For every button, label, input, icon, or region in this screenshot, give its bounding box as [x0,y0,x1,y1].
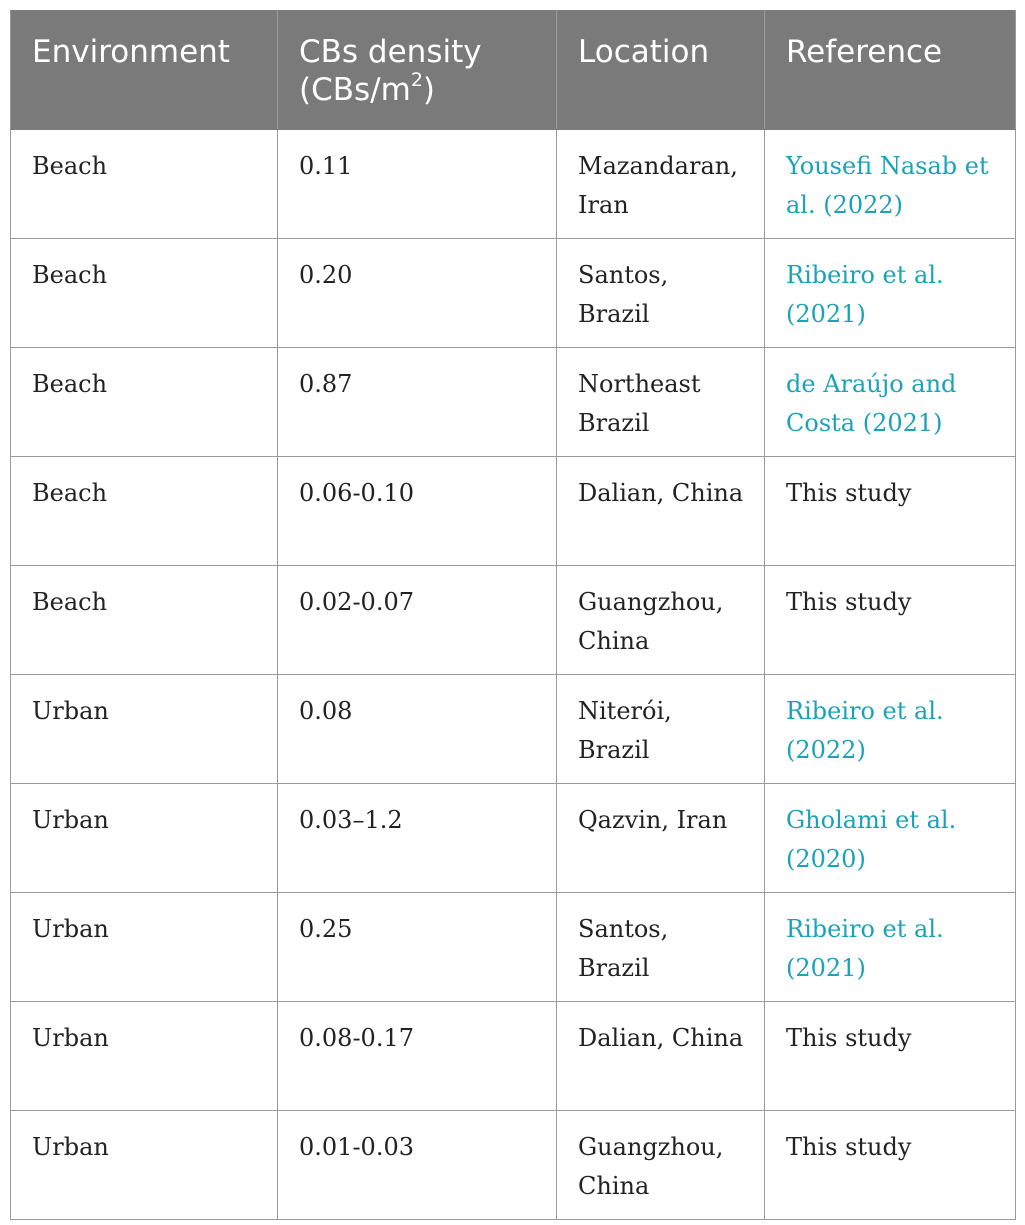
cell-environment: Urban [11,1111,278,1220]
table-row [11,457,1016,566]
cell-density: 0.08 [278,675,557,784]
table-row [11,1002,1016,1111]
cell-density: 0.25 [278,893,557,1002]
cell-reference-link[interactable]: de Araújo and Costa (2021) [765,348,1016,457]
cell-reference-link[interactable]: Gholami et al. (2020) [765,784,1016,893]
table-row [11,1111,1016,1220]
table-row [11,893,1016,1002]
table-row [11,130,1016,239]
cell-density: 0.02-0.07 [278,566,557,675]
cell-density: 0.03–1.2 [278,784,557,893]
cell-environment: Beach [11,457,278,566]
table-header [11,11,1016,130]
cell-environment: Beach [11,239,278,348]
cell-reference-link[interactable]: Yousefi Nasab et al. (2022) [765,130,1016,239]
table-row [11,675,1016,784]
cell-location: Niterói, Brazil [557,675,765,784]
header-density [278,11,557,130]
cell-location: Northeast Brazil [557,348,765,457]
header-density-unit-suffix: ) [422,72,436,108]
density-comparison-table-container [10,10,1015,1220]
cell-environment: Beach [11,348,278,457]
cell-reference: This study [765,566,1016,675]
cell-reference-link[interactable]: Ribeiro et al. (2021) [765,893,1016,1002]
cell-reference: This study [765,1111,1016,1220]
header-environment: Environment [11,11,278,130]
cell-density: 0.87 [278,348,557,457]
header-density-line1: CBs density [299,34,482,70]
cell-density: 0.01-0.03 [278,1111,557,1220]
cell-environment: Urban [11,675,278,784]
cell-density: 0.11 [278,130,557,239]
cell-environment: Urban [11,893,278,1002]
header-density-unit-superscript: 2 [410,69,423,91]
header-location: Location [557,11,765,130]
cell-environment: Urban [11,1002,278,1111]
cell-density: 0.08-0.17 [278,1002,557,1111]
cell-location: Qazvin, Iran [557,784,765,893]
cell-reference-link[interactable]: Ribeiro et al. (2022) [765,675,1016,784]
table-row [11,784,1016,893]
cell-location: Dalian, China [557,457,765,566]
cell-reference: This study [765,457,1016,566]
cell-reference-link[interactable]: Ribeiro et al. (2021) [765,239,1016,348]
cell-environment: Beach [11,566,278,675]
cell-density: 0.06-0.10 [278,457,557,566]
density-comparison-table [10,10,1016,1220]
table-body [11,130,1016,1220]
cell-density: 0.20 [278,239,557,348]
table-row [11,566,1016,675]
table-row [11,239,1016,348]
cell-location: Santos, Brazil [557,893,765,1002]
header-reference: Reference [765,11,1016,130]
cell-environment: Beach [11,130,278,239]
cell-location: Dalian, China [557,1002,765,1111]
header-row [11,11,1016,130]
cell-location: Guangzhou, China [557,1111,765,1220]
header-density-unit-prefix: (CBs/m [299,72,411,108]
cell-reference: This study [765,1002,1016,1111]
cell-environment: Urban [11,784,278,893]
cell-location: Mazandaran, Iran [557,130,765,239]
cell-location: Santos, Brazil [557,239,765,348]
cell-location: Guangzhou, China [557,566,765,675]
table-row [11,348,1016,457]
